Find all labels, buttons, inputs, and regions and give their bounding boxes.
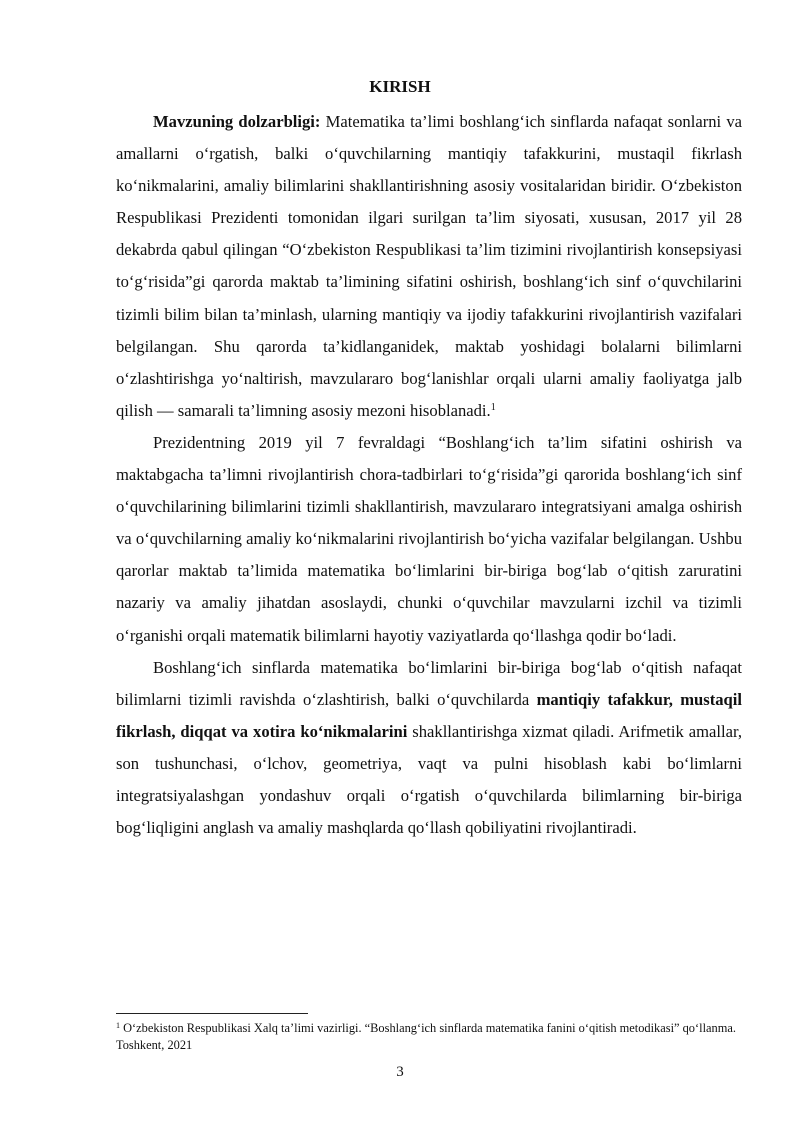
body-text <box>116 106 742 844</box>
paragraph-relevance <box>116 106 742 427</box>
page-title: KIRISH <box>369 77 431 96</box>
paragraph-text: Prezidentning 2019 yil 7 fevraldagi “Boshlang‘ich ta’lim sifatini oshirish va maktabgacha ta’limni rivojlantirish chora-tadbirlari to‘g‘risida”gi qarorida boshlang‘ich sinf o‘quvchilarining bilimlarini tizimli shakllantirish, mavzulararo integratsiyani amalga oshirish va o‘quvchilarning amaliy ko‘nikmalarini rivojlantirish bo‘yicha vazifalar belgilangan. Ushbu qarorlar maktab ta’limida matematika bo‘limlarini bir-biriga bog‘lab o‘qitish zaruratini nazariy va amaliy jihatdan asoslaydi, chunki o‘quvchilar mavzularni izchil va tizimli o‘rganishi orqali matematik bilimlarni hayotiy vaziyatlarda qo‘llashga qodir bo‘ladi. <box>116 432 742 645</box>
paragraph-decree <box>116 427 742 652</box>
emphasized-text: mantiqiy tafakkur, mustaqil fikrlash, diqqat va xotira ko‘nikmalarini <box>116 689 742 741</box>
paragraph-integration <box>116 652 742 845</box>
relevance-label: Mavzuning dolzarbligi: <box>153 112 321 131</box>
footnote-number: 1 <box>116 1021 120 1030</box>
page-number: 3 <box>396 1064 404 1080</box>
footnote-divider <box>116 1013 308 1014</box>
footnote <box>116 1020 742 1054</box>
footnote-text: O‘zbekiston Respublikasi Xalq ta’limi vazirligi. “Boshlang‘ich sinflarda matematika fanini o‘qitish metodikasi” qo‘llanma. Toshkent, 2021 <box>116 1021 736 1052</box>
footnote-reference[interactable]: 1 <box>490 401 496 413</box>
paragraph-text: Matematika ta’limi boshlang‘ich sinflarda nafaqat sonlarni va amallarni o‘rgatish, balki o‘quvchilarning mantiqiy tafakkurini, mustaqil fikrlash ko‘nikmalarini, amaliy bilimlarini shakllantirishning asosiy vositalaridan biridir. O‘zbekiston Respublikasi Prezidenti tomonidan ilgari surilgan ta’lim siyosati, xususan, 2017 yil 28 dekabrda qabul qilingan “O‘zbekiston Respublikasi ta’lim tizimini rivojlantirish konsepsiyasi to‘g‘risida”gi qarorda maktab ta’limining sifatini oshirish, boshlang‘ich sinf o‘quvchilarini tizimli bilim bilan ta’minlash, ularning mantiqiy va ijodiy tafakkurini rivojlantirish vazifalari belgilangan. Shu qarorda ta’kidlanganidek, maktab yoshidagi bolalarni bilimlarni o‘zlashtirishga yo‘naltirish, mavzulararo bog‘lanishlar orqali ularni amaliy faoliyatga jalb qilish — samarali ta’limning asosiy mezoni hisoblanadi. <box>116 112 742 420</box>
paragraph-text: Boshlang‘ich sinflarda matematika bo‘limlarini bir-biriga bog‘lab o‘qitish nafaqat bilimlarni tizimli ravishda o‘zlashtirish, balki o‘quvchilarda <box>116 657 742 709</box>
paragraph-text: shakllantirishga xizmat qiladi. Arifmetik amallar, son tushunchasi, o‘lchov, geometriya, vaqt va pulni hisoblash kabi bo‘limlarni integratsiyalashgan yondashuv orqali o‘rgatish o‘quvchilarda bilimlarning bir-biriga bog‘liqligini anglash va amaliy mashqlarda qo‘llash qobiliyatini rivojlantiradi. <box>116 721 742 838</box>
